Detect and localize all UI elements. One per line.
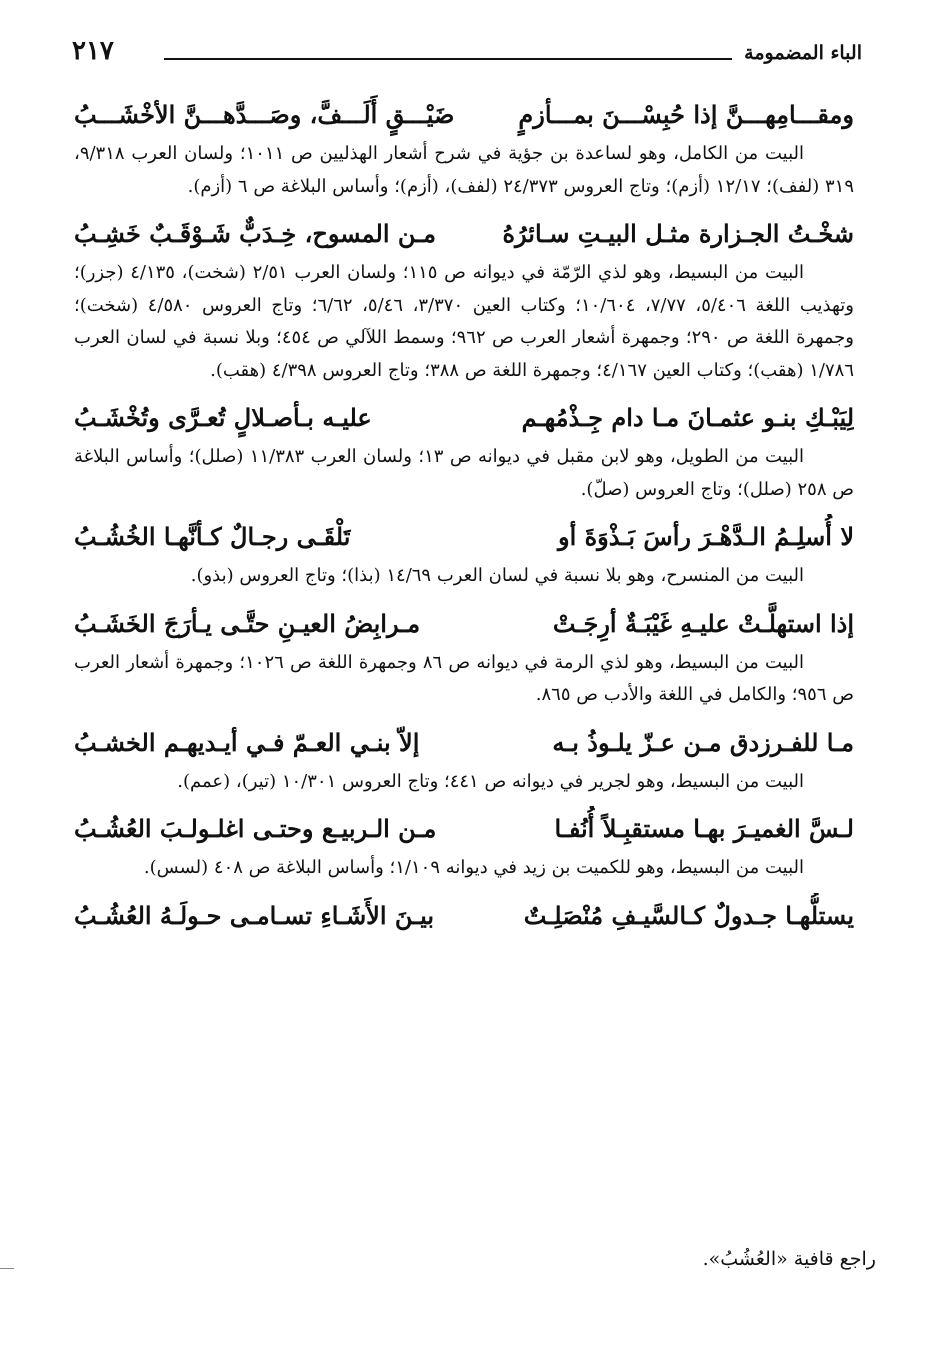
page-header [72, 36, 862, 76]
verse-note: البيت من الطويل، وهو لابن مقبل في ديوانه ص ١٣؛ ولسان العرب ١١/٣٨٣ (صلل)؛ وأساس البلاغة ص ٢٥٨ (صلل)؛ وتاج العروس (صلّ). [74, 446, 854, 500]
verse-note: البيت من البسيط، وهو لذي الرمة في ديوانه ص ٨٦ وجمهرة اللغة ص ١٠٢٦؛ وجمهرة أشعار العرب ص ٩٥٦؛ والكامل في اللغة والأدب ص ٨٦٥. [74, 651, 854, 705]
running-title: الباء المضمومة [744, 42, 862, 64]
verse-line [74, 514, 854, 560]
verse-note: البيت من البسيط، وهو لجرير في ديوانه ص ٤٤١؛ وتاج العروس ١٠/٣٠١ (تير)، (عمم). [177, 770, 804, 792]
first-hemistich: لـسَّ الغميـرَ بهـا مستقبِـلاً أُنُفـا [554, 814, 854, 843]
first-hemistich: لِيَبْـكِ بنـو عثمـانَ مـا دام جِـذْمُهـم [521, 403, 854, 432]
verse-entry [74, 395, 854, 506]
verse-entry [74, 806, 854, 885]
second-hemistich: بيـنَ الأَشَـاءِ تسـامـى حـولَـهُ العُشُـبُ [74, 900, 435, 930]
verse-entry [74, 893, 854, 939]
second-hemistich: مـن الـربيـع وحتـى اغلـولـبَ العُشُـبُ [74, 814, 437, 843]
verse-line [74, 92, 854, 138]
verse-note: البيت من البسيط، وهو لذي الرّمّة في ديوانه ص ١١٥؛ ولسان العرب ٢/٥١ (شخت)، ٤/١٣٥ (جزر)؛ وتهذيب اللغة ٥/٤٠٦، ٧/٧٧، ١٠/٦٠٤؛ وكتاب العين ٣/٣٧٠، ٥/٤٦، ٦/٦٢؛ وتاج العروس ٤/٥٨٠ (شخت)؛ وجمهرة اللغة ص ٢٩٠؛ وجمهرة أشعار العرب ص ٩٦٢؛ وسمط اللآلي ص ٤٥٤؛ وبلا نسبة في لسان العرب ١/٧٨٦ (هقب)؛ وكتاب العين ٤/١٦٧؛ وجمهرة اللغة ص ٣٨٨؛ وتاج العروس ٤/٣٩٨ (هقب). [74, 262, 854, 381]
verse-line [74, 720, 854, 766]
first-hemistich: إذا استهلَّـتْ عليـهِ غَيْبَـةٌ أرِجَـتْ [552, 608, 854, 638]
verse-note: البيت من المنسرح، وهو بلا نسبة في لسان العرب ١٤/٦٩ (بذا)؛ وتاج العروس (بذو). [190, 565, 804, 586]
second-hemistich: مـرابِضُ العيـنِ حتَّـى يـأرَجَ الخَشَـبُ [74, 608, 421, 638]
header-rule [164, 58, 732, 60]
edge-mark [0, 1268, 14, 1269]
page-body [74, 92, 854, 947]
second-hemistich: تَلْقَـى رجـالٌ كـأنَّهـا الخُشُـبُ [74, 522, 351, 551]
second-hemistich: مـن المسوح، خِـدَبٌّ شَـوْقَـبٌ خَشِـبُ [74, 219, 436, 248]
first-hemistich: مـا للفـرزدق مـن عـزّ يلـوذُ بـه [552, 727, 854, 757]
verse-entry [74, 92, 854, 203]
verse-entry [74, 601, 854, 712]
verse-line [74, 395, 854, 441]
verse-entry [74, 514, 854, 593]
second-hemistich: عليـه بـأصـلالٍ تُعـرَّى وتُخْشَـبُ [74, 403, 372, 432]
first-hemistich: يستلُّهـا جـدولٌ كـالسَّيـفِ مُنْصَلِـتٌ [523, 900, 854, 930]
verse-line [74, 601, 854, 647]
first-hemistich: شخْـتُ الجـزارة مثـل البيـتِ سـائرُهُ [502, 219, 854, 248]
page-number: ٢١٧ [72, 36, 114, 66]
first-hemistich: لا أُسلِـمُ الـدَّهْـرَ رأسَ بَـذْوَةَ أو [557, 522, 854, 551]
second-hemistich: إلاّ بنـي العـمّ فـي أيـديهـم الخشـبُ [74, 727, 420, 757]
first-hemistich: ومقـــامِهـــنَّ إذا حُبِسْـــنَ بمـــأزمٍ [518, 100, 854, 129]
second-hemistich: ضَيْـــقٍ أَلَـــفَّ، وصَـــدَّهـــنَّ الأخْشَـــبُ [74, 100, 455, 129]
verse-note: البيت من البسيط، وهو للكميت بن زيد في ديوانه ١/١٠٩؛ وأساس البلاغة ص ٤٠٨ (لسس). [143, 857, 804, 878]
verse-note: البيت من الكامل، وهو لساعدة بن جؤية في شرح أشعار الهذليين ص ١٠١١؛ ولسان العرب ٩/٣١٨، ٣١٩ (لفف)؛ ١٢/١٧ (أزم)؛ وتاج العروس ٢٤/٣٧٣ (لفف)، (أزم)؛ وأساس البلاغة ص ٦ (أزم). [74, 143, 854, 197]
verse-line [74, 806, 854, 852]
cross-reference: راجع قافية «العُشُبُ». [702, 1248, 876, 1270]
verse-line [74, 211, 854, 257]
verse-entry [74, 720, 854, 799]
verse-line [74, 893, 854, 939]
verse-entry [74, 211, 854, 387]
